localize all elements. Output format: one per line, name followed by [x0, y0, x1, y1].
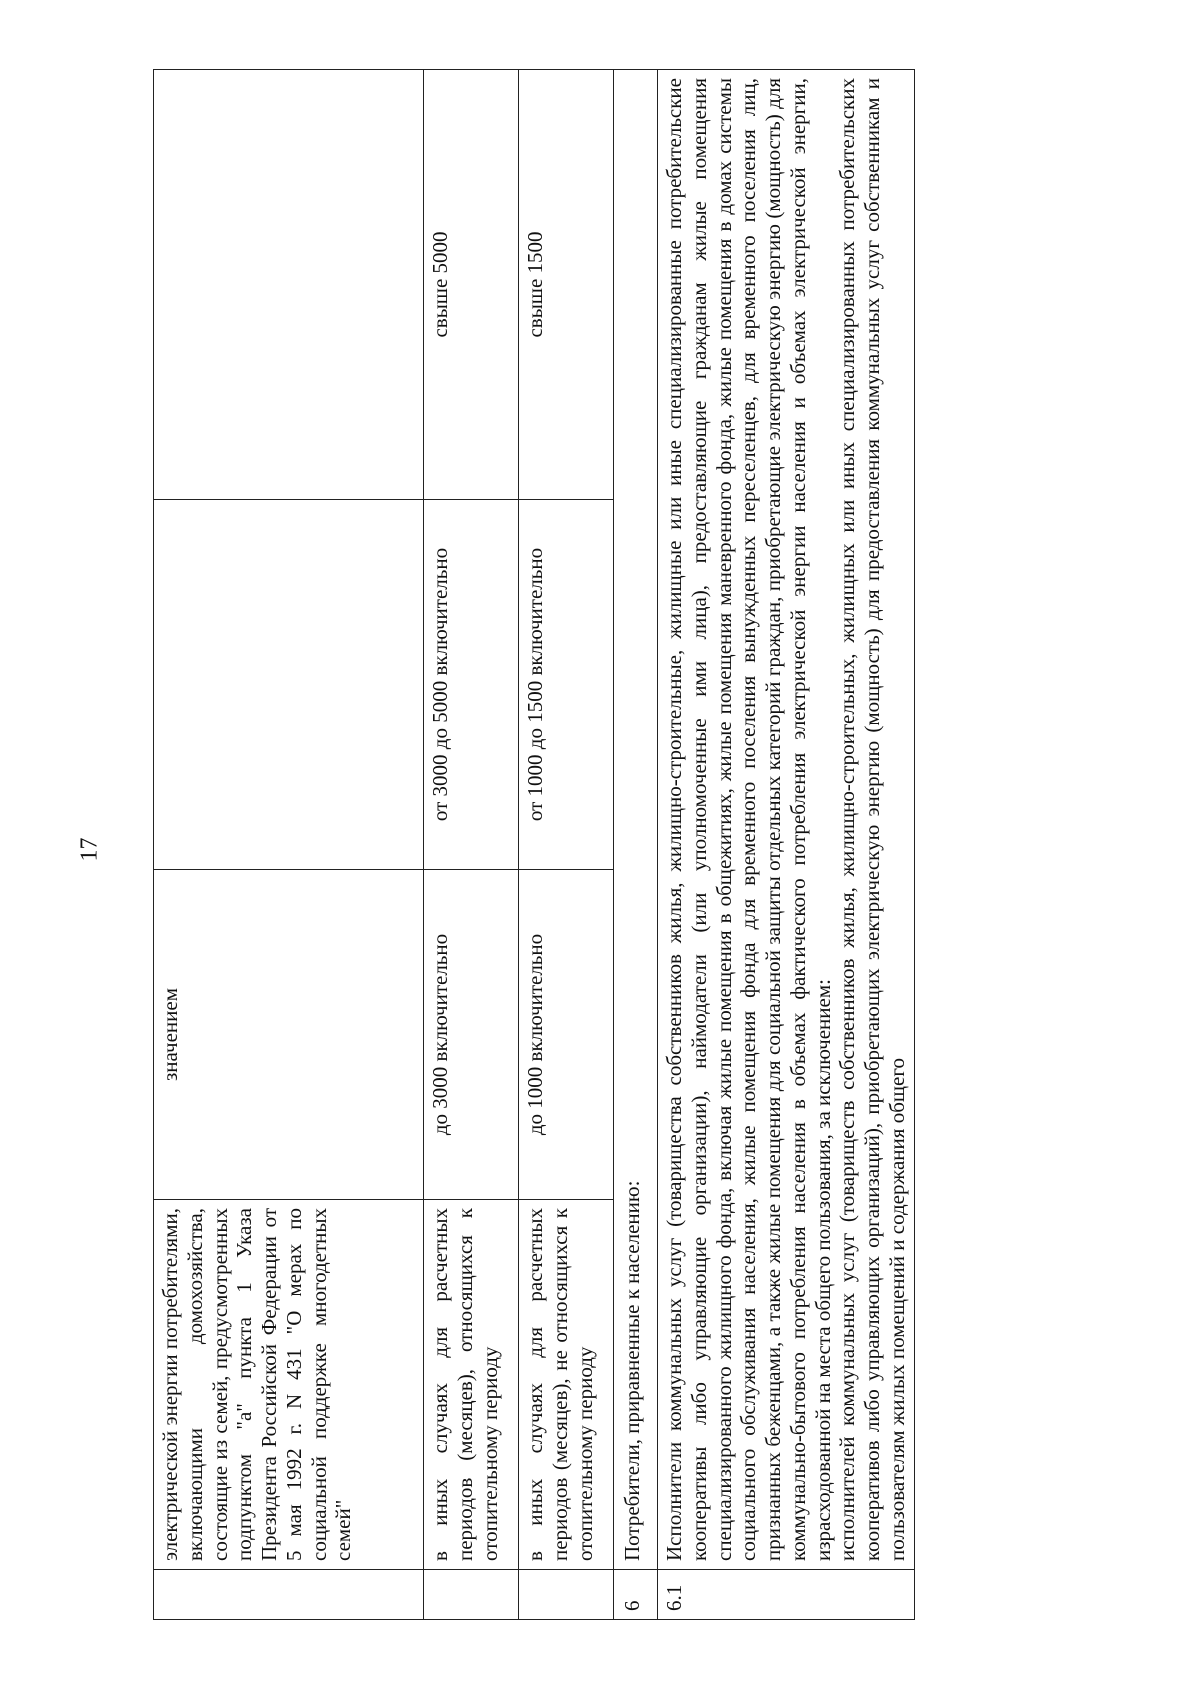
- value-cell-b: от 1000 до 1500 включительно: [519, 500, 614, 870]
- section-text: [658, 70, 915, 1570]
- consumer-description: в иных случаях для расчетных периодов (месяцев), не относящихся к отопительному периоду: [519, 1200, 614, 1570]
- row-number-cell: [519, 1570, 614, 1620]
- section-number: 6: [614, 1570, 658, 1620]
- value-cell-b: [154, 500, 424, 870]
- value-cell-a: до 3000 включительно: [424, 870, 519, 1200]
- value-cell-c: свыше 5000: [424, 70, 519, 500]
- section-row: [614, 70, 658, 1620]
- row-number-cell: [154, 1570, 424, 1620]
- table-row: [658, 70, 915, 1620]
- rotated-table-container: [153, 70, 1063, 1620]
- value-cell-a: значением: [154, 870, 424, 1200]
- value-cell-b: от 3000 до 5000 включительно: [424, 500, 519, 870]
- table-row: [424, 70, 519, 1620]
- value-cell-c: [154, 70, 424, 500]
- consumer-description: в иных случаях для расчетных периодов (месяцев), относящихся к отопительному периоду: [424, 1200, 519, 1570]
- value-cell-a: до 1000 включительно: [519, 870, 614, 1200]
- table-row: [154, 70, 424, 1620]
- row-number-cell: [424, 1570, 519, 1620]
- section-number: 6.1: [658, 1570, 915, 1620]
- tariff-table: [153, 69, 915, 1620]
- table-row: [519, 70, 614, 1620]
- section-paragraph: Исполнители коммунальных услуг (товарищества собственников жилья, жилищно-строительные, жилищные или иные специализированные потребительские кооперативы либо управляющие организации), наймодатели (или уполномоченные ими лица), предоставляющие гражданам жилые помещения специализированного жилищного фонда, включая жилые помещения в общежитиях, жилые помещения маневренного фонда, жилые помещения в домах системы социального обслуживания населения, жилые помещения фонда для временного поселения вынужденных переселенцев, для временного поселения лиц, признанных беженцами, а также жилые помещения для социальной защиты отдельных категорий граждан, приобретающие электрическую энергию (мощность) для коммунально-бытового потребления населения в объемах фактического потребления электрической энергии населения и объемах электрической энергии, израсходованной на места общего пользования, за исключением:: [662, 78, 835, 1561]
- page-number: 17: [76, 837, 103, 862]
- section-title: Потребители, приравненные к населению:: [614, 70, 658, 1570]
- value-cell-c: свыше 1500: [519, 70, 614, 500]
- section-paragraph: исполнителей коммунальных услуг (товариществ собственников жилья, жилищно-строительных, жилищных или иных специализированных потребительских кооперативов либо управляющих организаций), приобретающих электрическую энергию (мощность) для предоставления коммунальных услуг собственникам и пользователям жилых помещений и содержания общего: [835, 78, 909, 1561]
- consumer-description: электрической энергии потребителями, включающими домохозяйства, состоящие из семей, предусмотренных подпунктом "а" пункта 1 Указа Президента Российской Федерации от 5 мая 1992 г. N 431 "О мерах по социальной поддержке многодетных семей": [154, 1200, 424, 1570]
